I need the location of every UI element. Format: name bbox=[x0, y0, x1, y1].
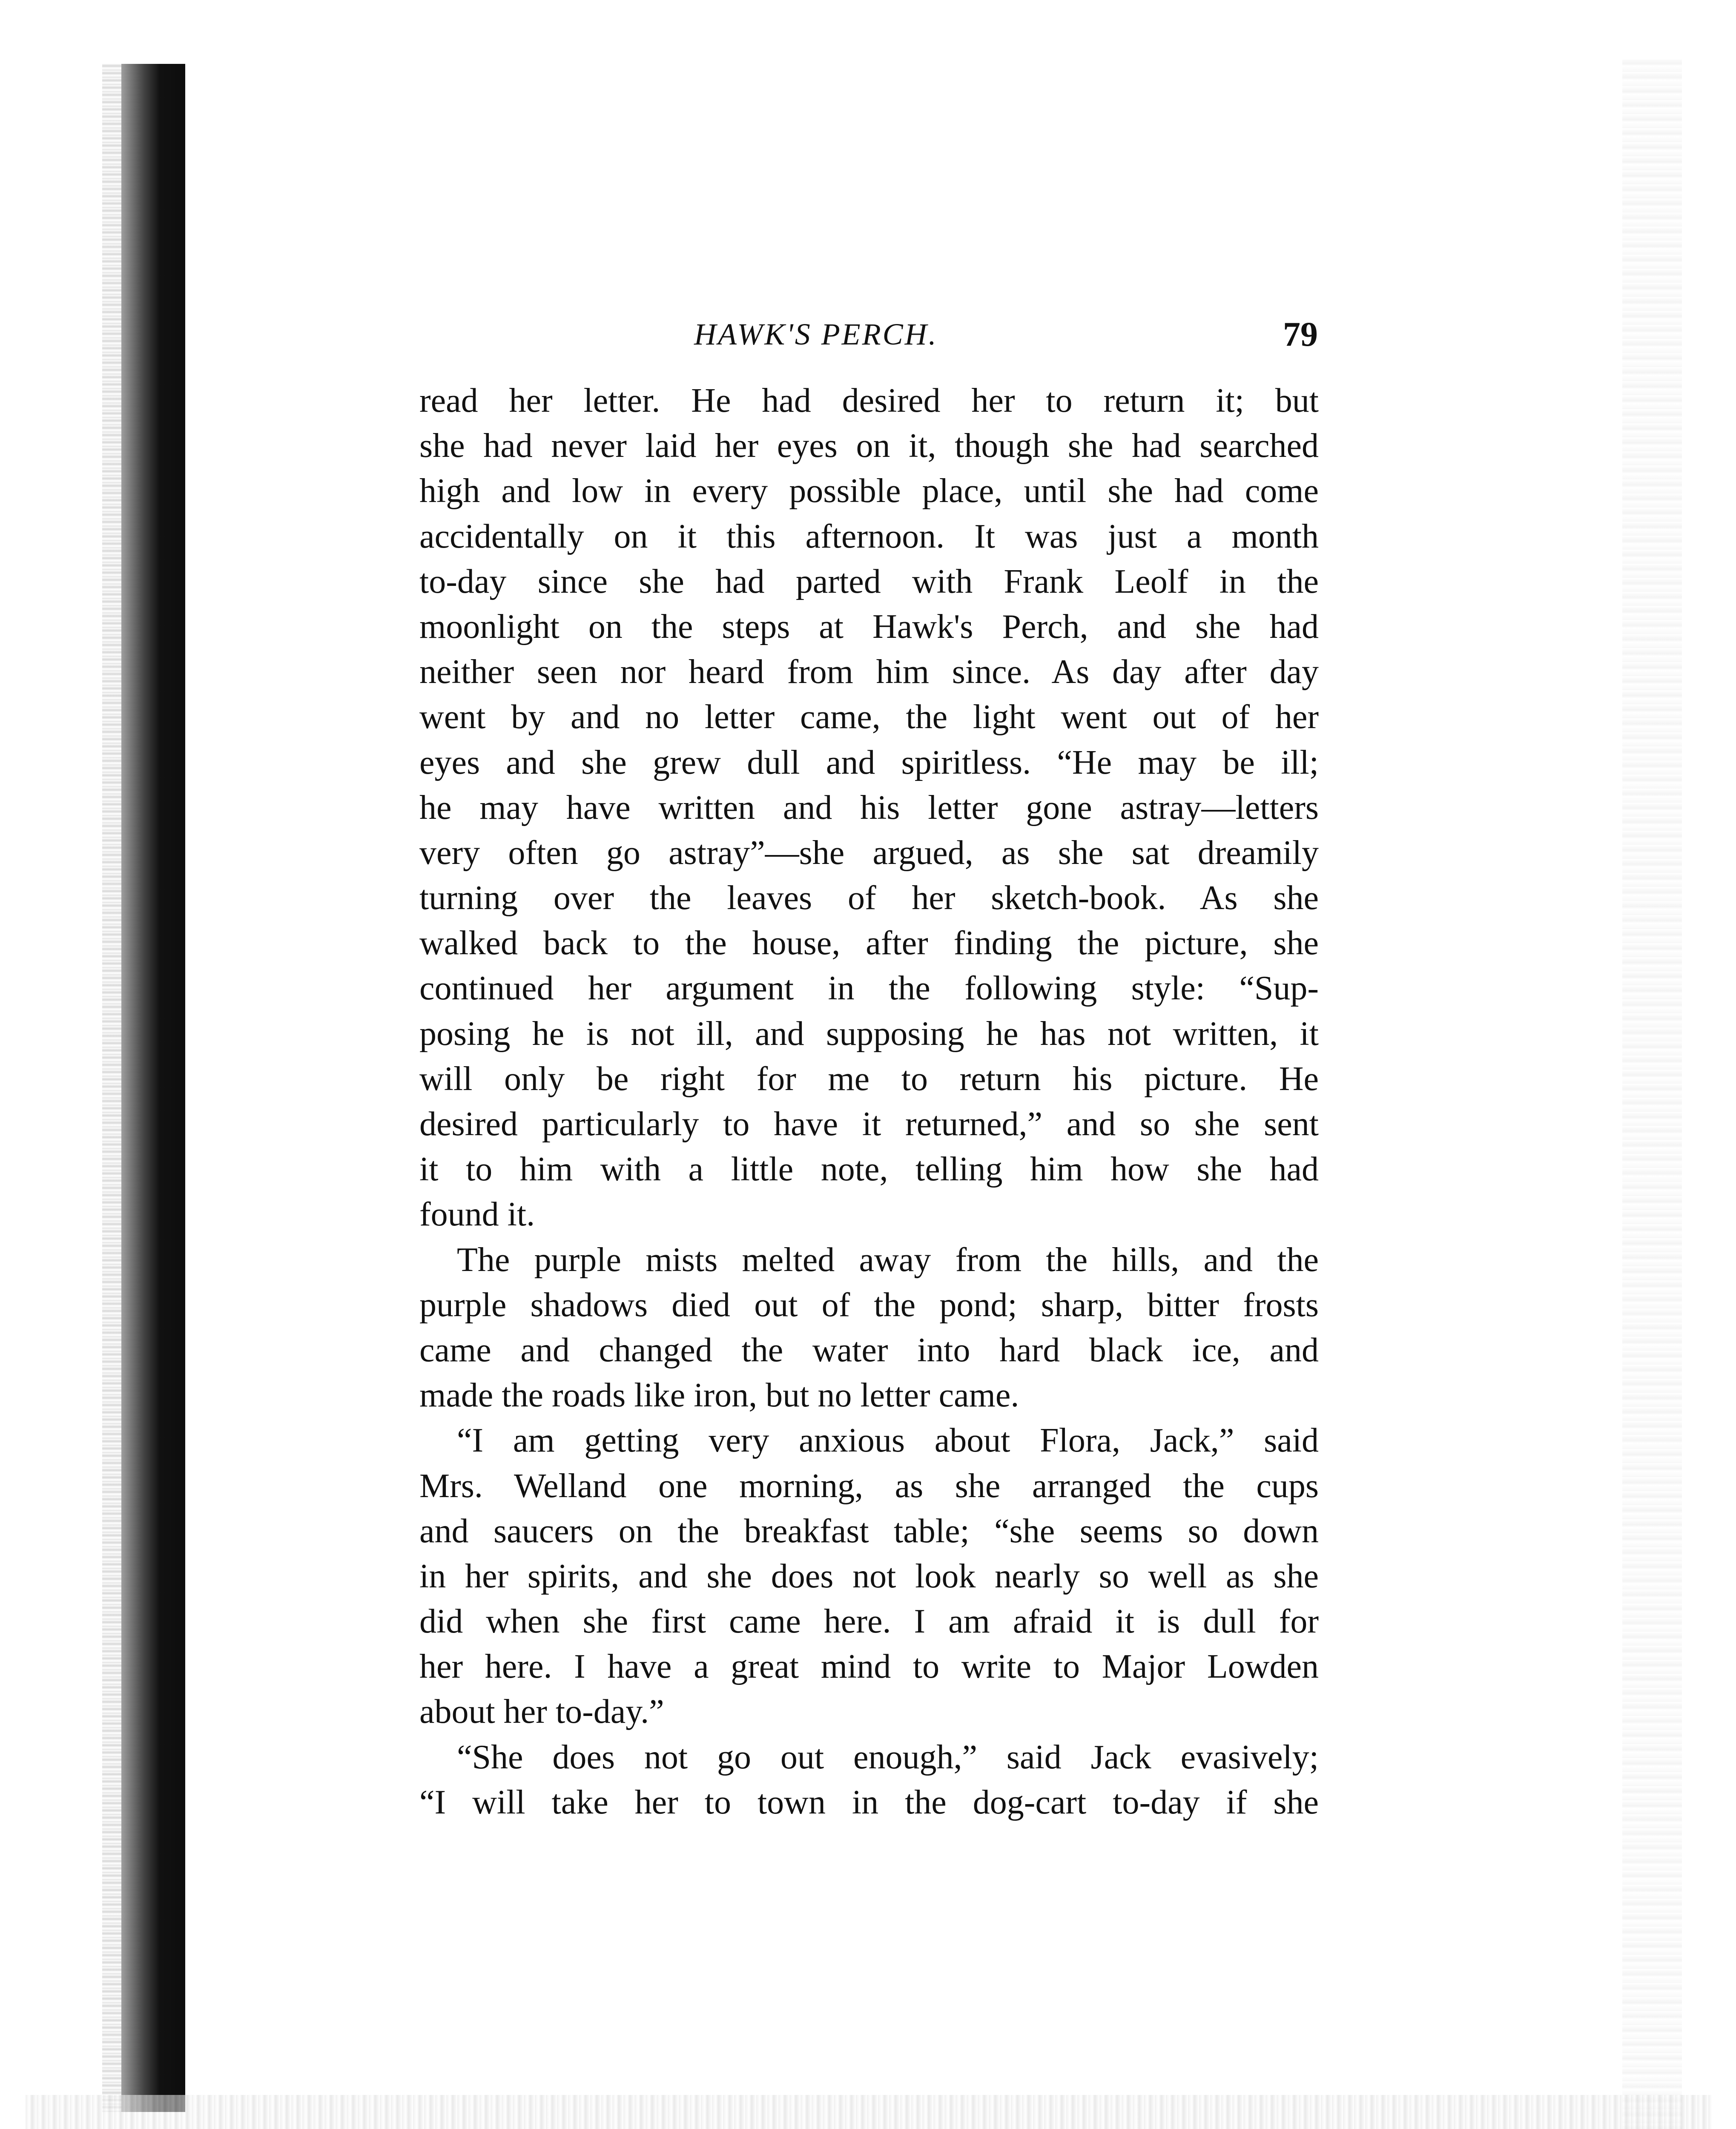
page-header bbox=[422, 311, 1318, 358]
text-line: The purple mists melted away from the hills, and the bbox=[457, 1241, 1319, 1279]
text-line: eyes and she grew dull and spiritless. “He may be ill; bbox=[419, 743, 1319, 781]
text-line: and saucers on the breakfast table; “she seems so down bbox=[419, 1512, 1319, 1550]
text-line: he may have written and his letter gone astray—letters bbox=[419, 789, 1319, 826]
scan-noise-bottom bbox=[26, 2095, 1712, 2129]
text-line: about her to-day.” bbox=[419, 1693, 664, 1731]
text-line: in her spirits, and she does not look nearly so well as she bbox=[419, 1557, 1319, 1595]
running-head: HAWK'S PERCH. bbox=[694, 317, 938, 351]
text-line: it to him with a little note, telling him how she had bbox=[419, 1151, 1319, 1188]
text-line: came and changed the water into hard black ice, and bbox=[419, 1331, 1319, 1369]
text-line: found it. bbox=[419, 1196, 535, 1234]
text-line: to-day since she had parted with Frank Leolf in the bbox=[419, 562, 1319, 600]
text-line: walked back to the house, after finding the picture, she bbox=[419, 924, 1319, 962]
text-line: will only be right for me to return his picture. He bbox=[419, 1060, 1319, 1098]
text-line: desired particularly to have it returned,” and so she sent bbox=[419, 1105, 1319, 1143]
text-line: turning over the leaves of her sketch-book. As she bbox=[419, 879, 1319, 917]
text-line: went by and no letter came, the light went out of her bbox=[419, 698, 1319, 736]
text-line: Mrs. Welland one morning, as she arranged the cups bbox=[419, 1467, 1319, 1505]
body-text bbox=[419, 378, 1319, 1825]
text-line: posing he is not ill, and supposing he has not written, it bbox=[419, 1015, 1319, 1053]
text-line: her here. I have a great mind to write to Major Lowden bbox=[419, 1648, 1319, 1686]
text-line: high and low in every possible place, until she had come bbox=[419, 472, 1319, 510]
text-line: neither seen nor heard from him since. As day after day bbox=[419, 653, 1319, 691]
text-line: very often go astray”—she argued, as she sat dreamily bbox=[419, 834, 1319, 872]
text-line: accidentally on it this afternoon. It was just a month bbox=[419, 517, 1319, 555]
text-line: “I will take her to town in the dog-cart to-day if she bbox=[419, 1783, 1319, 1821]
text-line: did when she first came here. I am afraid it is dull for bbox=[419, 1603, 1319, 1641]
binding-shadow bbox=[121, 64, 185, 2112]
text-line: she had never laid her eyes on it, though she had searched bbox=[419, 427, 1319, 465]
text-line: continued her argument in the following style: “Sup- bbox=[419, 970, 1319, 1007]
text-line: “I am getting very anxious about Flora, Jack,” said bbox=[457, 1422, 1319, 1460]
text-line: purple shadows died out of the pond; sharp, bitter frosts bbox=[419, 1286, 1319, 1324]
text-line: moonlight on the steps at Hawk's Perch, and she had bbox=[419, 608, 1319, 646]
text-line: read her letter. He had desired her to return it; but bbox=[419, 382, 1319, 419]
scan-noise-right bbox=[1622, 60, 1682, 2129]
text-line: “She does not go out enough,” said Jack evasively; bbox=[457, 1738, 1319, 1776]
page-number: 79 bbox=[1283, 315, 1318, 353]
text-line: made the roads like iron, but no letter came. bbox=[419, 1377, 1019, 1415]
